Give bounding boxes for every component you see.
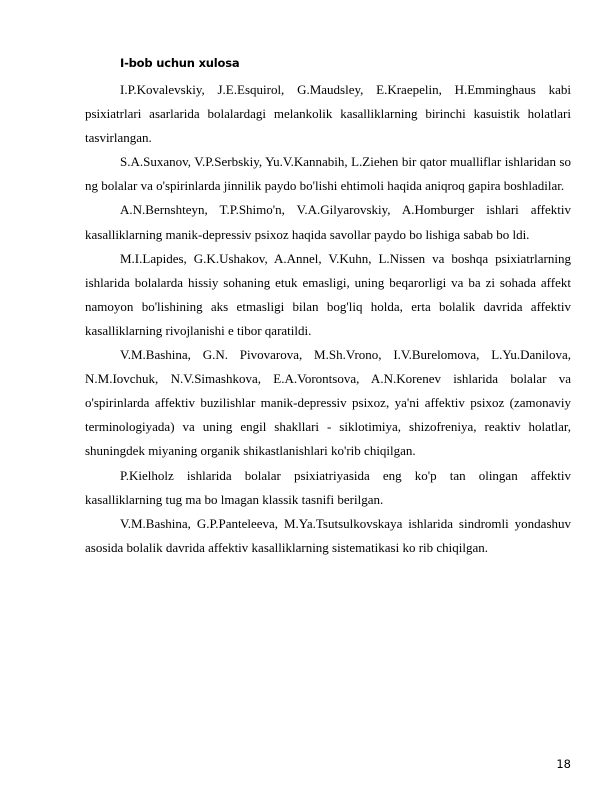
page-number: 18	[556, 757, 571, 771]
paragraph-4: M.I.Lapides, G.K.Ushakov, A.Annel, V.Kuhn, L.Nissen va boshqa psixiatrlarning ishlarida bolalarda hissiy sohaning etuk emasligi, uning beqarorligi va ba zi sohada affekt namoyon bo'lishining aks etmasligi bilan bog'liq holda, erta bolalik davrida affektiv kasalliklarning rivojlanishi e tibor qaratildi.	[85, 250, 571, 338]
paragraph-2: S.A.Suxanov, V.P.Serbskiy, Yu.V.Kannabih, L.Ziehen bir qator mualliflar ishlaridan so ng bolalar va o'spirinlarda jinnilik paydo bo'lishi ehtimoli haqida aniqroq gapira boshladilar.	[85, 154, 571, 194]
paragraph-6: P.Kielholz ishlarida bolalar psixiatriyasida eng ko'p tan olingan affektiv kasalliklarning tug ma bo lmagan klassik tasnifi berilgan.	[85, 467, 571, 507]
paragraph-7: V.M.Bashina, G.P.Panteleeva, M.Ya.Tsutsulkovskaya ishlarida sindromli yondashuv asosida bolalik davrida affektiv kasalliklarning sistematikasi ko rib chiqilgan.	[85, 515, 571, 555]
body-text	[85, 78, 571, 560]
paragraph-3: A.N.Bernshteyn, T.P.Shimo'n, V.A.Gilyarovskiy, A.Homburger ishlari affektiv kasalliklarning manik-depressiv psixoz haqida savollar paydo bo lishiga sabab bo ldi.	[85, 202, 571, 242]
paragraph-1: I.P.Kovalevskiy, J.E.Esquirol, G.Maudsley, E.Kraepelin, H.Emminghaus kabi psixiatrlari asarlarida bolalardagi melankolik kasalliklarning birinchi kasuistik holatlari tasvirlangan.	[85, 82, 571, 146]
chapter-conclusion-heading: I-bob uchun xulosa	[120, 56, 240, 70]
paragraph-5: V.M.Bashina, G.N. Pivovarova, M.Sh.Vrono, I.V.Burelomova, L.Yu.Danilova, N.M.Iovchuk, N.V.Simashkova, E.A.Vorontsova, A.N.Korenev ishlarida bolalar va o'spirinlarda affektiv buzilishlar manik-depressiv psixoz, ya'ni affektiv psixoz (zamonaviy terminologiyada) va uning engil shakllari - siklotimiya, shizofreniya, reaktiv holatlar, shuningdek miyaning organik shikastlanishlari ko'rib chiqilgan.	[85, 347, 571, 459]
